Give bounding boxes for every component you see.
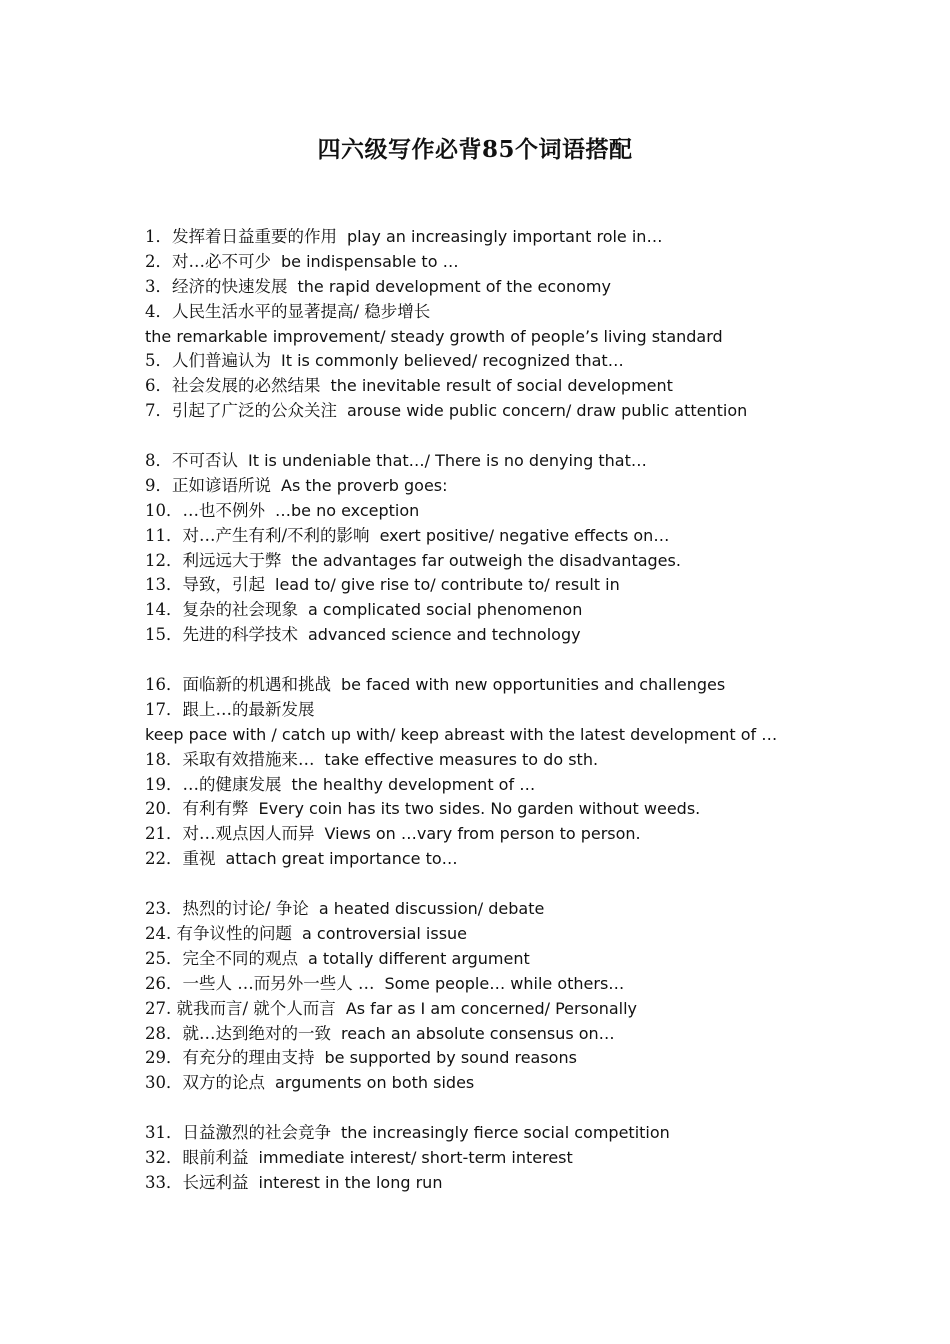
phrase-chinese: 跟上…的最新发展 [182,699,315,719]
phrase-number: 12． [145,550,183,570]
phrase-number: 1． [145,227,172,246]
phrase-english: a totally different argument [308,948,530,968]
phrase-english: take effective measures to do sth. [324,749,599,769]
phrase-chinese: 不可否认 [172,451,238,471]
phrase-number: 31． [145,1123,183,1143]
phrase-number: 23． [145,899,183,919]
phrase-english: It is undeniable that…/ There is no denying that… [248,451,647,471]
phrase-english: the inevitable result of social development [330,376,673,396]
phrase-english: a complicated social phenomenon [308,600,583,620]
phrase-item [145,748,845,773]
phrase-item [145,449,845,474]
phrase-chinese: 有利有弊 [182,799,249,819]
phrase-item [145,797,845,822]
phrase-item [145,1022,845,1047]
phrase-chinese: 日益激烈的社会竞争 [182,1123,331,1143]
phrase-english: the increasingly fierce social competition [341,1123,670,1143]
phrase-chinese: 引起了广泛的公众关注 [172,401,337,421]
phrase-chinese: 双方的论点 [182,1073,265,1093]
phrase-number: 21． [145,824,183,844]
phrase-chinese: 热烈的讨论/ 争论 [182,899,309,919]
phrase-chinese: 正如谚语所说 [172,475,271,495]
phrase-number: 13． [145,575,183,595]
phrase-chinese: …的健康发展 [182,774,282,794]
phrase-number: 8． [145,451,172,471]
phrase-english: As the proverb goes: [281,475,448,495]
phrase-english: be supported by sound reasons [324,1048,577,1068]
phrase-item [145,947,845,972]
phrase-chinese: 先进的科学技术 [182,625,298,645]
phrase-number: 14． [145,600,183,620]
phrase-english: reach an absolute consensus on… [341,1023,615,1043]
phrase-number: 24. [145,923,177,943]
phrase-number: 29． [145,1048,183,1068]
phrase-chinese: 采取有效措施来… [182,749,315,769]
phrase-item [145,275,845,300]
phrase-chinese: 有充分的理由支持 [182,1048,315,1068]
phrase-number: 11． [145,525,183,545]
phrase-chinese: 对…必不可少 [172,251,271,271]
phrase-item [145,723,845,748]
phrase-number: 10． [145,500,183,520]
phrase-item [145,399,845,424]
phrase-item [145,847,845,872]
phrase-chinese: 长远利益 [182,1172,249,1192]
phrase-english: the advantages far outweigh the disadvantages. [291,550,681,570]
phrase-number: 9． [145,475,172,495]
phrase-item [145,250,845,275]
phrase-english: attach great importance to… [225,849,458,869]
phrase-english: arouse wide public concern/ draw public attention [347,401,748,421]
phrase-english: As far as I am concerned/ Personally [345,998,637,1018]
phrase-item [145,374,845,399]
phrase-item [145,698,845,723]
phrase-chinese: 眼前利益 [182,1147,249,1167]
phrase-item [145,773,845,798]
phrase-number: 27. [145,998,177,1018]
phrase-chinese: 经济的快速发展 [172,276,288,296]
phrase-number: 33． [145,1172,183,1192]
phrase-english: advanced science and technology [308,625,581,645]
phrase-english: a heated discussion/ debate [318,899,545,919]
phrase-english: be indispensable to … [281,251,459,271]
phrase-item [145,1146,845,1171]
phrase-number: 20． [145,799,183,819]
phrase-number: 2． [145,251,172,271]
phrase-number: 17． [145,699,183,719]
phrase-list [145,225,845,1196]
phrase-item [145,499,845,524]
phrase-chinese: 就我而言/ 就个人而言 [176,998,336,1018]
phrase-item [145,549,845,574]
phrase-english: It is commonly believed/ recognized that… [281,351,624,371]
phrase-chinese: 完全不同的观点 [182,948,298,968]
phrase-english: play an increasingly important role in… [347,227,663,246]
phrase-english: lead to/ give rise to/ contribute to/ result in [275,575,620,595]
document-title: 四六级写作必背85个词语搭配 [317,136,633,163]
phrase-chinese: 社会发展的必然结果 [172,376,321,396]
phrase-number: 5． [145,351,172,371]
phrase-chinese: 有争议性的问题 [176,923,292,943]
phrase-number: 32． [145,1147,183,1167]
phrase-number: 28． [145,1023,183,1043]
phrase-chinese: 就…达到绝对的一致 [182,1023,331,1043]
phrase-item [145,1121,845,1146]
phrase-english: the remarkable improvement/ steady growth of people’s living standard [145,326,723,346]
phrase-chinese: 面临新的机遇和挑战 [182,675,331,695]
phrase-english: the healthy development of … [291,774,536,794]
section-gap [145,1096,845,1121]
phrase-number: 15． [145,625,183,645]
phrase-number: 4． [145,301,172,321]
phrase-number: 3． [145,276,172,296]
phrase-english: the rapid development of the economy [297,276,611,296]
phrase-english: be faced with new opportunities and challenges [341,675,726,695]
phrase-item [145,897,845,922]
phrase-number: 6． [145,376,172,396]
phrase-english: exert positive/ negative effects on… [379,525,670,545]
phrase-item [145,325,845,350]
phrase-chinese: 人们普遍认为 [172,351,271,371]
phrase-english: keep pace with / catch up with/ keep abreast with the latest development of … [145,724,778,744]
phrase-english: a controversial issue [302,923,468,943]
phrase-number: 19． [145,774,183,794]
phrase-chinese: 复杂的社会现象 [182,600,298,620]
phrase-item [145,300,845,325]
phrase-number: 16． [145,675,183,695]
phrase-chinese: 重视 [182,849,216,869]
phrase-english: …be no exception [275,500,420,520]
phrase-number: 30． [145,1073,183,1093]
phrase-chinese: 对…观点因人而异 [182,824,315,844]
phrase-item [145,922,845,947]
section-gap [145,872,845,897]
phrase-number: 26． [145,973,183,993]
phrase-item [145,225,845,250]
phrase-number: 22． [145,849,183,869]
section-gap [145,648,845,673]
phrase-item [145,573,845,598]
phrase-item [145,1171,845,1196]
phrase-item [145,474,845,499]
phrase-item [145,997,845,1022]
phrase-item [145,673,845,698]
phrase-item [145,1046,845,1071]
phrase-chinese: 发挥着日益重要的作用 [172,227,337,246]
phrase-number: 7． [145,401,172,421]
phrase-item [145,822,845,847]
phrase-item [145,1071,845,1096]
phrase-english: immediate interest/ short-term interest [258,1147,573,1167]
phrase-item [145,349,845,374]
phrase-english: arguments on both sides [275,1073,475,1093]
phrase-chinese: 人民生活水平的显著提高/ 稳步增长 [172,301,431,321]
phrase-chinese: 对…产生有利/不利的影响 [182,525,370,545]
phrase-item [145,598,845,623]
phrase-english: Some people… while others… [384,973,625,993]
phrase-english: Views on …vary from person to person. [324,824,641,844]
phrase-number: 25． [145,948,183,968]
phrase-chinese: 一些人 …而另外一些人 … [182,973,375,993]
section-gap [145,424,845,449]
phrase-chinese: …也不例外 [182,500,265,520]
phrase-chinese: 利远远大于弊 [182,550,282,570]
phrase-item [145,623,845,648]
phrase-item [145,972,845,997]
phrase-chinese: 导致，引起 [182,575,265,595]
phrase-english: interest in the long run [258,1172,443,1192]
phrase-number: 18． [145,749,183,769]
phrase-english: Every coin has its two sides. No garden without weeds. [258,799,701,819]
phrase-item [145,524,845,549]
